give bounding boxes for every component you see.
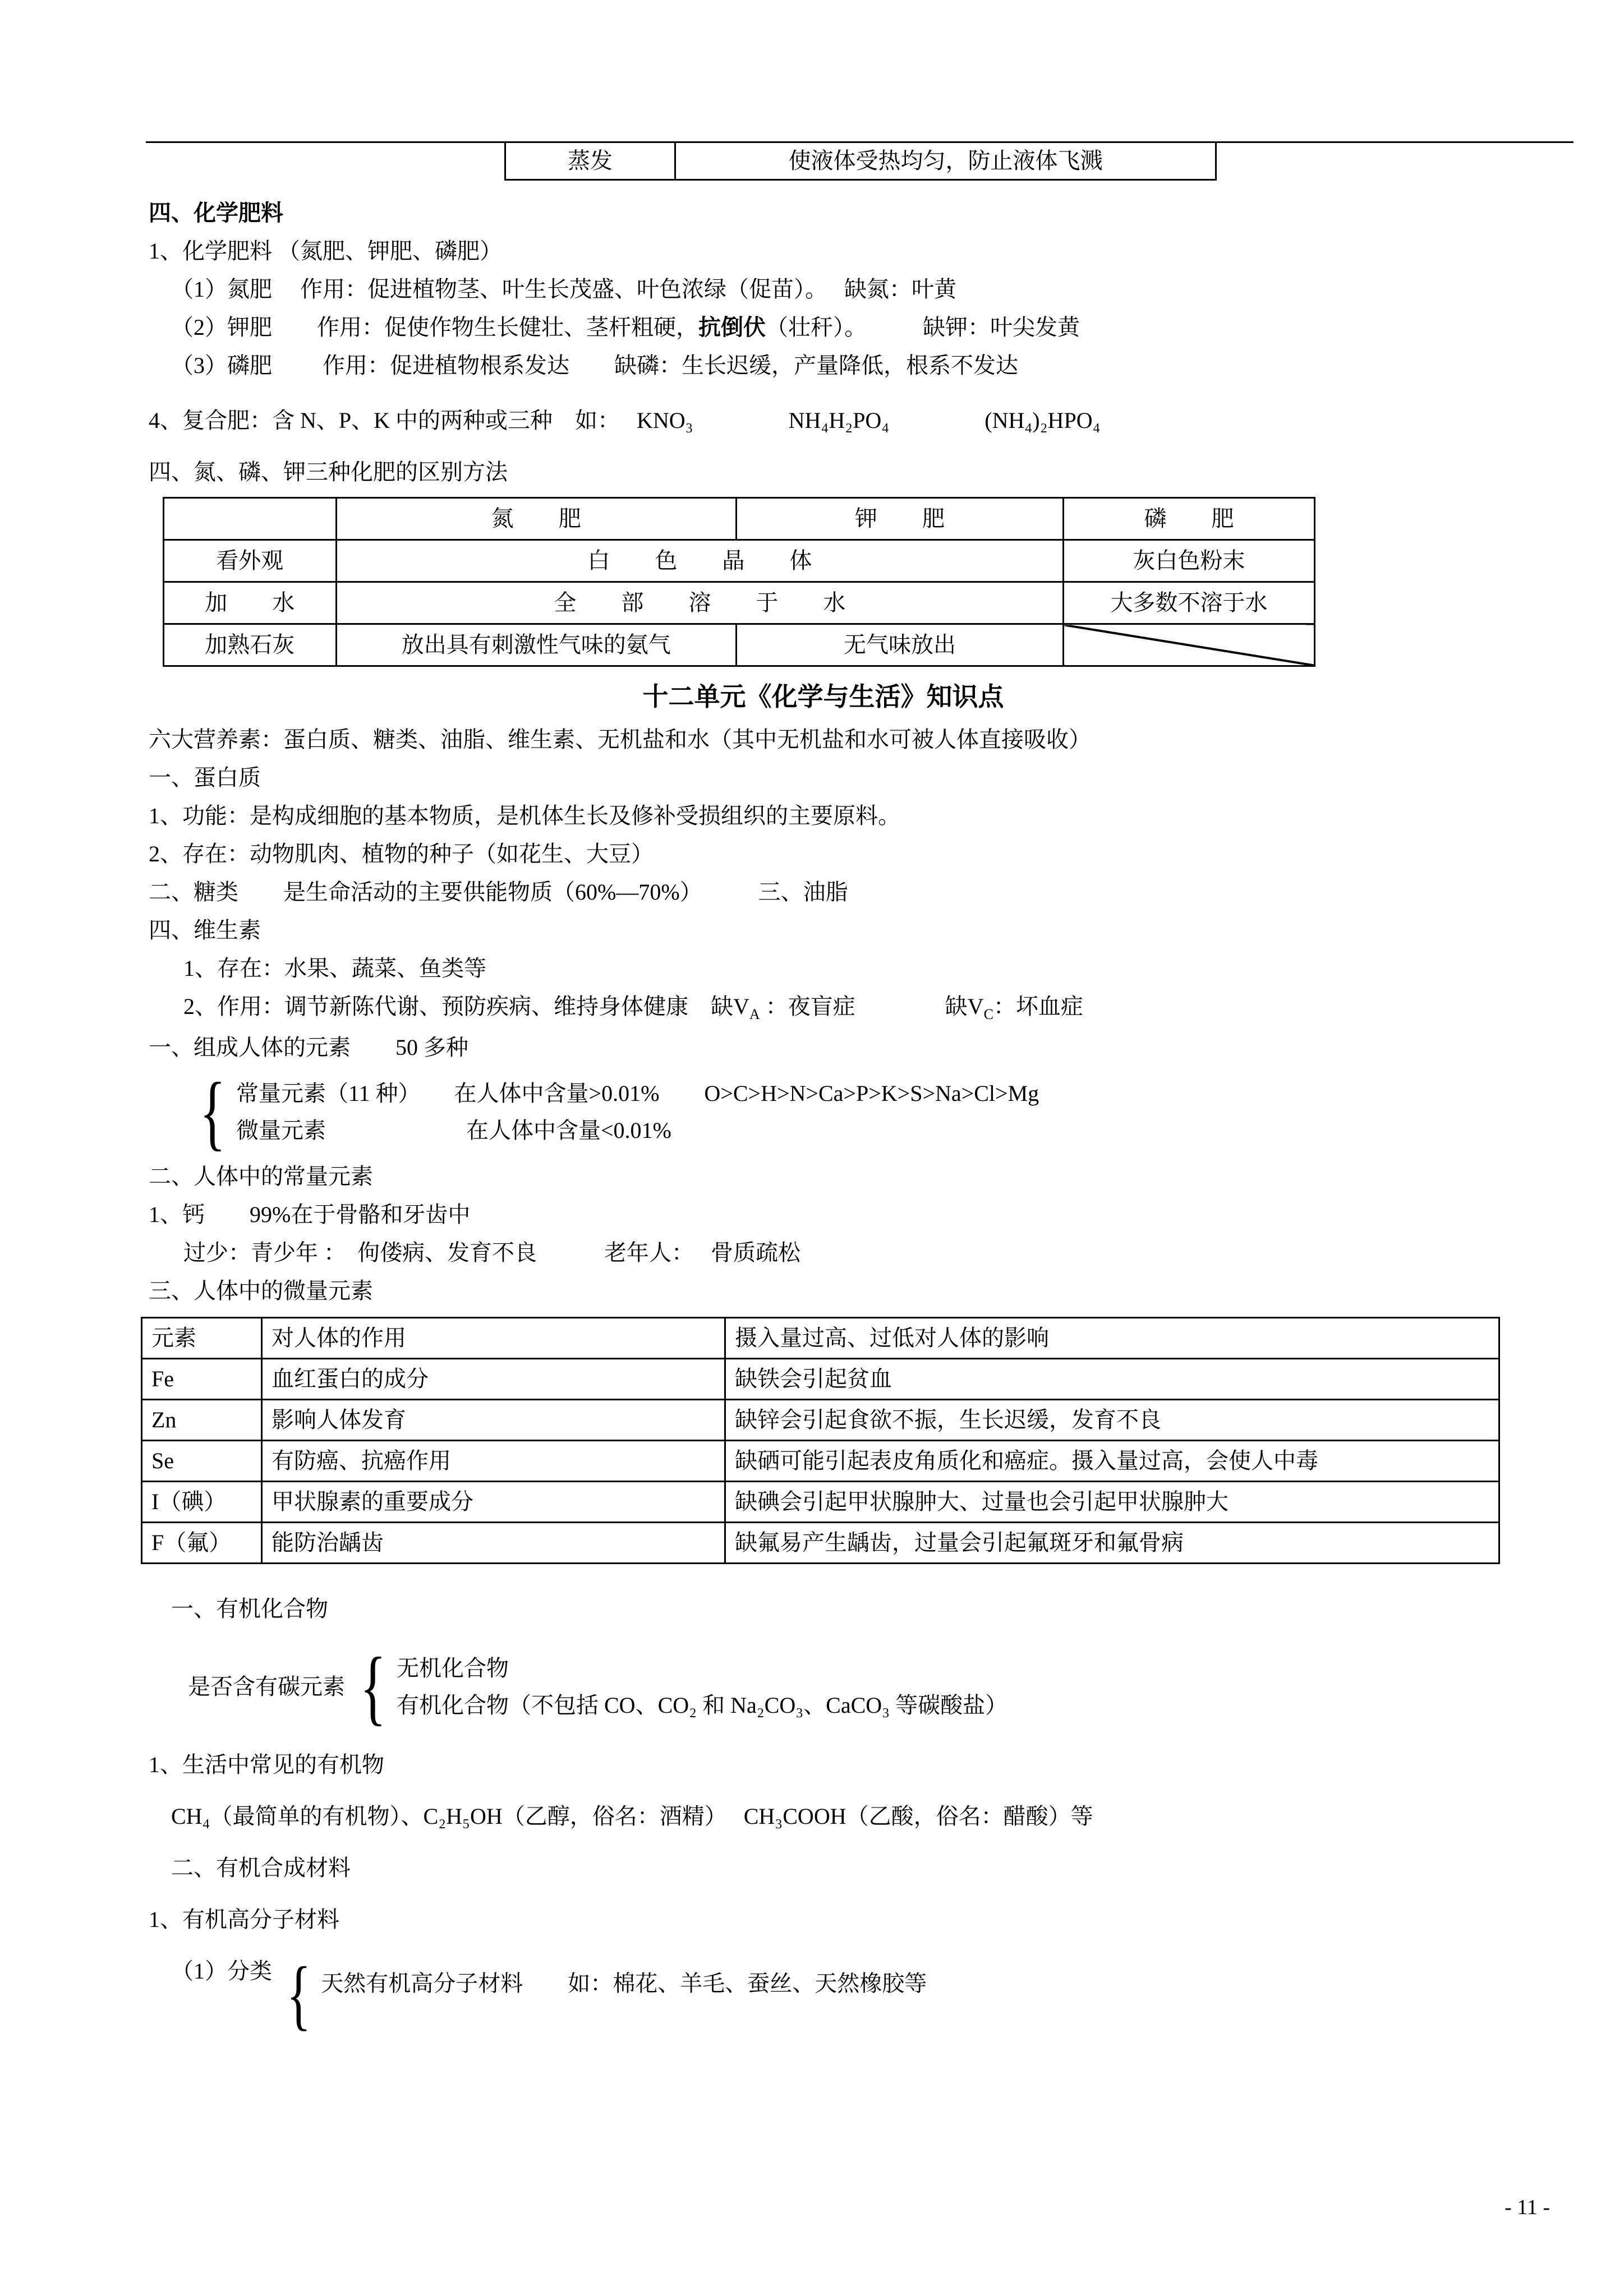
purpose-cell: 使液体受热均匀，防止液体飞溅 [675, 143, 1216, 180]
row-label-add-water: 加 水 [164, 582, 337, 624]
fertilizer-line-nitrogen: （1）氮肥 作用：促进植物茎、叶生长茂盛、叶色浓绿（促苗）。 缺氮：叶黄 [171, 276, 956, 302]
protein-function-line: 1、功能：是构成细胞的基本物质，是机体生长及修补受损组织的主要原料。 [149, 803, 900, 829]
table-row [142, 1481, 1499, 1522]
row-label-appearance: 看外观 [164, 540, 337, 582]
impact-cell: 缺铁会引起贫血 [725, 1358, 1499, 1399]
vitamin-a-subscript: A [749, 1006, 760, 1023]
effect-cell: 能防治龋齿 [262, 1522, 725, 1563]
vitamin-c-subscript: C [983, 1006, 993, 1023]
unit12-heading: 十二单元《化学与生活》知识点 [642, 683, 1004, 711]
header-nitrogen: 氮 肥 [336, 498, 736, 540]
classification-branches [321, 1956, 927, 2005]
impact-cell: 缺锌会引起食欲不振，生长迟缓，发育不良 [725, 1399, 1499, 1440]
impact-cell: 缺氟易产生龋齿，过量会引起氟斑牙和氟骨病 [725, 1522, 1499, 1563]
polymer-title: 1、有机高分子材料 [149, 1906, 339, 1932]
lodging-resistance-bold: 抗倒伏 [698, 315, 766, 340]
common-organics-line: CH₄（最简单的有机物）、C₂H₅OH（乙醇，俗名：酒精） CH₃COOH（乙酸，俗名：醋酸）等 [171, 1803, 1093, 1829]
synthetic-materials-title: 二、有机合成材料 [171, 1855, 351, 1880]
compound-branches [397, 1647, 1007, 1727]
water-phosphorus-cell: 大多数不溶于水 [1064, 582, 1315, 624]
table-row [142, 1358, 1499, 1399]
col-header-element: 元素 [142, 1317, 262, 1358]
classification-brace-row [171, 1951, 1498, 2038]
trace-elements-table [141, 1317, 1500, 1564]
trace-elements-line: 微量元素 在人体中含量<0.01% [236, 1117, 671, 1143]
diagonal-slash-cell [1064, 624, 1315, 666]
organic-compound-title: 一、有机化合物 [171, 1596, 328, 1621]
appearance-span-cell: 白 色 晶 体 [336, 540, 1064, 582]
header-phosphorus: 磷 肥 [1064, 498, 1315, 540]
fertilizer-line-potassium [149, 312, 1498, 343]
curly-brace-icon: { [360, 1640, 387, 1733]
body-elements-title: 一、组成人体的元素 50 多种 [149, 1034, 468, 1060]
vitamin-function-line [149, 991, 1498, 1025]
col-header-effect: 对人体的作用 [262, 1317, 725, 1358]
table-row [164, 540, 1315, 582]
classification-label: （1）分类 [171, 1958, 272, 1984]
fertilizer-distinguish-title: 四、氮、磷、钾三种化肥的区别方法 [149, 459, 508, 485]
trace-elements-title: 三、人体中的微量元素 [149, 1278, 373, 1303]
col-header-impact: 摄入量过高、过低对人体的影响 [725, 1317, 1499, 1358]
fertilizer-line-phosphorus: （3）磷肥 作用：促进植物根系发达 缺磷：生长迟缓，产量降低，根系不发达 [171, 353, 1018, 378]
element-cell: Fe [142, 1358, 262, 1399]
effect-cell: 有防癌、抗癌作用 [262, 1440, 725, 1481]
fertilizer-comparison-table [163, 497, 1315, 667]
lime-potassium-cell: 无气味放出 [736, 624, 1063, 666]
impact-cell: 缺硒可能引起表皮角质化和癌症。摄入量过高，会使人中毒 [725, 1440, 1499, 1481]
natural-polymer-line: 天然有机高分子材料 如：棉花、羊毛、蚕丝、天然橡胶等 [321, 1970, 927, 1996]
table-row [142, 1440, 1499, 1481]
protein-exist-line: 2、存在：动物肌肉、植物的种子（如花生、大豆） [149, 841, 654, 867]
carbon-question-label: 是否含有碳元素 [188, 1673, 345, 1699]
carbon-branch-row [188, 1640, 1498, 1733]
element-branches [236, 1072, 1039, 1152]
calcium-deficiency-line: 过少：青少年 ： 佝偻病、发育不良 老年人： 骨质疏松 [183, 1239, 801, 1265]
empty-corner-cell [164, 498, 337, 540]
page-number: - 11 - [1505, 2196, 1550, 2219]
compound-fertilizer-line: 4、复合肥：含 N、P、K 中的两种或三种 如： KNO₃ NH₄H₂PO₄ (NH₄)₂HPO₄ [149, 408, 1101, 433]
vitamin-exist-line: 1、存在：水果、蔬菜、鱼类等 [183, 956, 486, 981]
effect-cell: 血红蛋白的成分 [262, 1358, 725, 1399]
nutrients-line: 六大营养素：蛋白质、糖类、油脂、维生素、无机盐和水（其中无机盐和水可被人体直接吸收） [149, 727, 1091, 753]
common-organics-title: 1、生活中常见的有机物 [149, 1751, 384, 1777]
method-cell: 蒸发 [505, 143, 675, 180]
fertilizer-line-1: 1、化学肥料 （氮肥、钾肥、磷肥） [149, 238, 502, 264]
vitamin-title: 四、维生素 [149, 918, 261, 943]
evaporation-table [504, 143, 1217, 181]
table-row [505, 143, 1216, 180]
vitamin-text-post: ：坏血症 [993, 994, 1083, 1020]
curly-brace-icon: { [199, 1065, 226, 1159]
table-row [142, 1522, 1499, 1563]
water-span-cell: 全 部 溶 于 水 [336, 582, 1064, 624]
table-row [142, 1317, 1499, 1358]
sugar-oil-line: 二、糖类 是生命活动的主要供能物质（60%—70%） 三、油脂 [149, 879, 848, 905]
element-cell: F（氟） [142, 1522, 262, 1563]
table-row [164, 624, 1315, 666]
common-elements-title: 二、人体中的常量元素 [149, 1163, 373, 1189]
element-cell: I（碘） [142, 1481, 262, 1522]
impact-cell: 缺碘会引起甲状腺肿大、过量也会引起甲状腺肿大 [725, 1481, 1499, 1522]
element-classification-brace [192, 1065, 1498, 1159]
inorganic-branch: 无机化合物 [397, 1655, 509, 1681]
table-row [164, 582, 1315, 624]
organic-branch: 有机化合物（不包括 CO、CO₂ 和 Na₂CO₃、CaCO₃ 等碳酸盐） [397, 1692, 1008, 1718]
vitamin-text-mid: ：夜盲症 缺V [760, 994, 984, 1020]
table-row [164, 498, 1315, 540]
lime-nitrogen-cell: 放出具有刺激性气味的氨气 [336, 624, 736, 666]
protein-title: 一、蛋白质 [149, 765, 261, 791]
effect-cell: 甲状腺素的重要成分 [262, 1481, 725, 1522]
potassium-text-pre: （2）钾肥 作用：促使作物生长健壮、茎杆粗硬， [171, 315, 698, 340]
element-cell: Zn [142, 1399, 262, 1440]
table-row [142, 1399, 1499, 1440]
vitamin-text-pre: 2、作用：调节新陈代谢、预防疾病、维持身体健康 缺V [183, 994, 749, 1020]
major-elements-line: 常量元素（11 种） 在人体中含量>0.01% O>C>H>N>Ca>P>K>S>Na>Cl>Mg [236, 1080, 1039, 1106]
header-potassium: 钾 肥 [736, 498, 1063, 540]
effect-cell: 影响人体发育 [262, 1399, 725, 1440]
appearance-phosphorus-cell: 灰白色粉末 [1064, 540, 1315, 582]
section-heading-fertilizer: 四、化学肥料 [149, 200, 283, 225]
curly-brace-icon: { [286, 1951, 311, 2038]
row-label-add-lime: 加熟石灰 [164, 624, 337, 666]
calcium-line: 1、钙 99%在于骨骼和牙齿中 [149, 1201, 471, 1227]
potassium-text-post: （壮秆）。 缺钾：叶尖发黄 [766, 315, 1080, 340]
element-cell: Se [142, 1440, 262, 1481]
